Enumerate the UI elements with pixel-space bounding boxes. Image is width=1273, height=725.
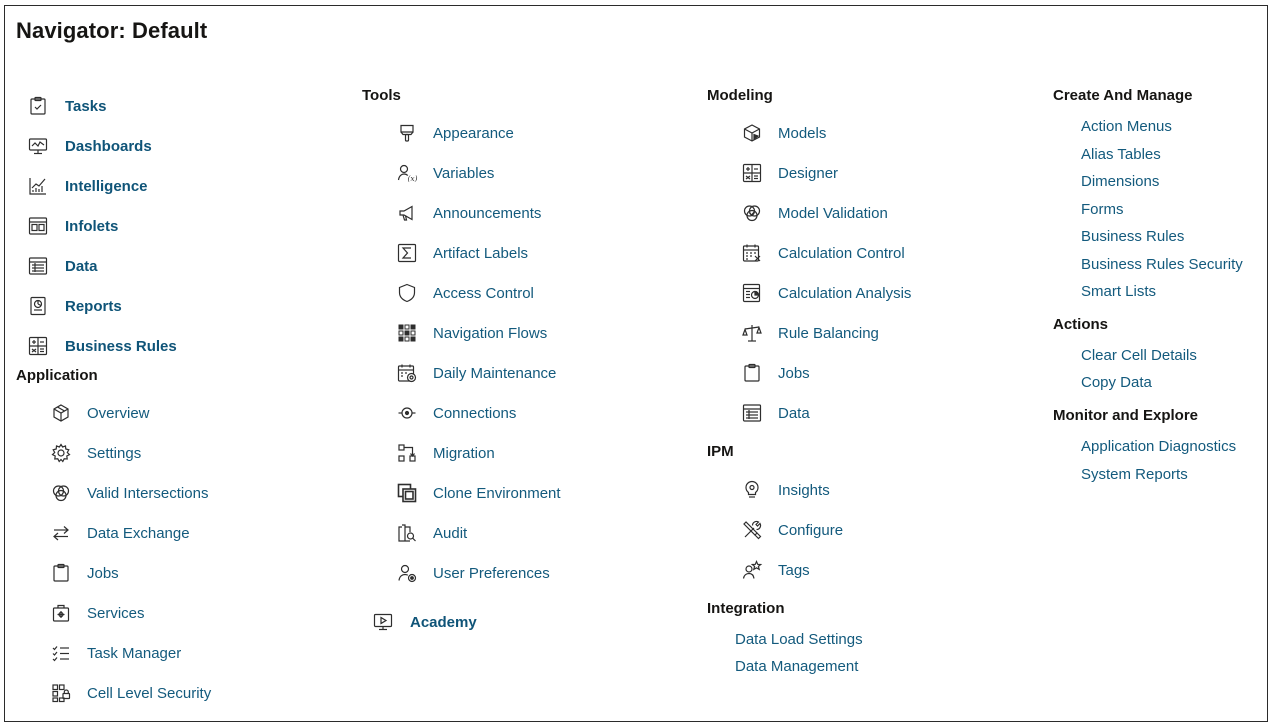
app-item-jobs[interactable]: Jobs bbox=[50, 562, 119, 584]
analysis-icon bbox=[741, 282, 763, 304]
section-heading-modeling: Modeling bbox=[707, 87, 773, 104]
gear-icon bbox=[50, 442, 72, 464]
integration-link-data-load-settings[interactable]: Data Load Settings bbox=[735, 631, 863, 648]
app-item-overview[interactable]: Overview bbox=[50, 402, 150, 424]
section-heading-tools: Tools bbox=[362, 87, 401, 104]
tools-item-connections[interactable]: Connections bbox=[396, 402, 516, 424]
services-box-icon bbox=[50, 602, 72, 624]
lightbulb-icon bbox=[741, 479, 763, 501]
user-star-icon bbox=[741, 559, 763, 581]
data-grid-icon bbox=[27, 255, 49, 277]
grid-dots-icon bbox=[396, 322, 418, 344]
tools-icon bbox=[741, 519, 763, 541]
cell-security-icon bbox=[50, 682, 72, 704]
tools-item-daily-maintenance[interactable]: Daily Maintenance bbox=[396, 362, 556, 384]
clipboard-check-icon bbox=[27, 95, 49, 117]
create-link-forms[interactable]: Forms bbox=[1081, 201, 1124, 218]
cube-icon bbox=[50, 402, 72, 424]
tools-item-access-control[interactable]: Access Control bbox=[396, 282, 534, 304]
svg-text:(x): (x) bbox=[407, 174, 418, 183]
validation-icon bbox=[741, 202, 763, 224]
app-item-data-exchange[interactable]: Data Exchange bbox=[50, 522, 190, 544]
tools-item-appearance[interactable]: Appearance bbox=[396, 122, 514, 144]
clipboard-icon bbox=[50, 562, 72, 584]
infolet-icon bbox=[27, 215, 49, 237]
create-link-smart-lists[interactable]: Smart Lists bbox=[1081, 283, 1157, 300]
modeling-item-model-validation[interactable]: Model Validation bbox=[741, 202, 888, 224]
tools-item-user-preferences[interactable]: User Preferences bbox=[396, 562, 550, 584]
connection-icon bbox=[396, 402, 418, 424]
monitor-chart-icon bbox=[27, 135, 49, 157]
app-item-valid-intersections[interactable]: Valid Intersections bbox=[50, 482, 208, 504]
integration-link-data-management[interactable]: Data Management bbox=[735, 658, 859, 675]
actions-link-copy-data[interactable]: Copy Data bbox=[1081, 374, 1152, 391]
ipm-item-tags[interactable]: Tags bbox=[741, 559, 810, 581]
navigator-panel bbox=[4, 5, 1268, 722]
megaphone-icon bbox=[396, 202, 418, 224]
modeling-item-rule-balancing[interactable]: Rule Balancing bbox=[741, 322, 879, 344]
calculator-icon bbox=[27, 335, 49, 357]
intersect-icon bbox=[50, 482, 72, 504]
calendar-gear-icon bbox=[396, 362, 418, 384]
app-item-task-manager[interactable]: Task Manager bbox=[50, 642, 181, 664]
nav-dashboards[interactable]: Dashboards bbox=[27, 135, 152, 157]
section-heading-ipm: IPM bbox=[707, 443, 734, 460]
tools-item-artifact-labels[interactable]: Artifact Labels bbox=[396, 242, 528, 264]
nav-data[interactable]: Data bbox=[27, 255, 98, 277]
calculator-icon bbox=[741, 162, 763, 184]
modeling-item-jobs[interactable]: Jobs bbox=[741, 362, 810, 384]
section-heading-integration: Integration bbox=[707, 600, 785, 617]
app-item-settings[interactable]: Settings bbox=[50, 442, 141, 464]
section-heading-application: Application bbox=[16, 367, 98, 384]
modeling-item-designer[interactable]: Designer bbox=[741, 162, 838, 184]
tools-item-announcements[interactable]: Announcements bbox=[396, 202, 541, 224]
modeling-item-calculation-analysis[interactable]: Calculation Analysis bbox=[741, 282, 911, 304]
nav-tasks[interactable]: Tasks bbox=[27, 95, 106, 117]
clone-icon bbox=[396, 482, 418, 504]
tools-item-navigation-flows[interactable]: Navigation Flows bbox=[396, 322, 547, 344]
balance-icon bbox=[741, 322, 763, 344]
tools-item-variables[interactable]: (x) Variables bbox=[396, 162, 494, 184]
model-cube-icon bbox=[741, 122, 763, 144]
app-item-services[interactable]: Services bbox=[50, 602, 145, 624]
ipm-item-configure[interactable]: Configure bbox=[741, 519, 843, 541]
paint-brush-icon bbox=[396, 122, 418, 144]
nav-reports[interactable]: Reports bbox=[27, 295, 122, 317]
section-heading-create-and-manage: Create And Manage bbox=[1053, 87, 1193, 104]
monitor-link-application-diagnostics[interactable]: Application Diagnostics bbox=[1081, 438, 1237, 455]
sigma-icon bbox=[396, 242, 418, 264]
actions-link-clear-cell-details[interactable]: Clear Cell Details bbox=[1081, 347, 1197, 364]
app-item-cell-level-security[interactable]: Cell Level Security bbox=[50, 682, 211, 704]
tools-item-audit[interactable]: Audit bbox=[396, 522, 467, 544]
calendar-grid-icon bbox=[741, 242, 763, 264]
exchange-arrows-icon bbox=[50, 522, 72, 544]
modeling-item-calculation-control[interactable]: Calculation Control bbox=[741, 242, 905, 264]
report-icon bbox=[27, 295, 49, 317]
create-link-business-rules[interactable]: Business Rules bbox=[1081, 228, 1185, 245]
trend-chart-icon bbox=[27, 175, 49, 197]
section-heading-actions: Actions bbox=[1053, 316, 1109, 333]
ipm-item-insights[interactable]: Insights bbox=[741, 479, 830, 501]
nav-intelligence[interactable]: Intelligence bbox=[27, 175, 148, 197]
nav-business-rules[interactable]: Business Rules bbox=[27, 335, 177, 357]
modeling-item-models[interactable]: Models bbox=[741, 122, 826, 144]
play-monitor-icon bbox=[372, 611, 394, 633]
data-grid-icon bbox=[741, 402, 763, 424]
tools-item-migration[interactable]: Migration bbox=[396, 442, 495, 464]
modeling-item-data[interactable]: Data bbox=[741, 402, 810, 424]
section-heading-monitor-and-explore: Monitor and Explore bbox=[1053, 407, 1199, 424]
user-gear-icon bbox=[396, 562, 418, 584]
nav-academy[interactable]: Academy bbox=[372, 611, 477, 633]
nav-infolets[interactable]: Infolets bbox=[27, 215, 118, 237]
create-link-action-menus[interactable]: Action Menus bbox=[1081, 118, 1172, 135]
monitor-link-system-reports[interactable]: System Reports bbox=[1081, 466, 1188, 483]
shield-icon bbox=[396, 282, 418, 304]
clipboard-icon bbox=[741, 362, 763, 384]
migration-icon bbox=[396, 442, 418, 464]
page-title: Navigator: Default bbox=[16, 18, 208, 43]
user-variable-icon bbox=[396, 162, 418, 184]
create-link-business-rules-security[interactable]: Business Rules Security bbox=[1081, 256, 1243, 273]
checklist-icon bbox=[50, 642, 72, 664]
tools-item-clone-environment[interactable]: Clone Environment bbox=[396, 482, 561, 504]
create-link-alias-tables[interactable]: Alias Tables bbox=[1081, 146, 1161, 163]
create-link-dimensions[interactable]: Dimensions bbox=[1081, 173, 1160, 190]
audit-icon bbox=[396, 522, 418, 544]
